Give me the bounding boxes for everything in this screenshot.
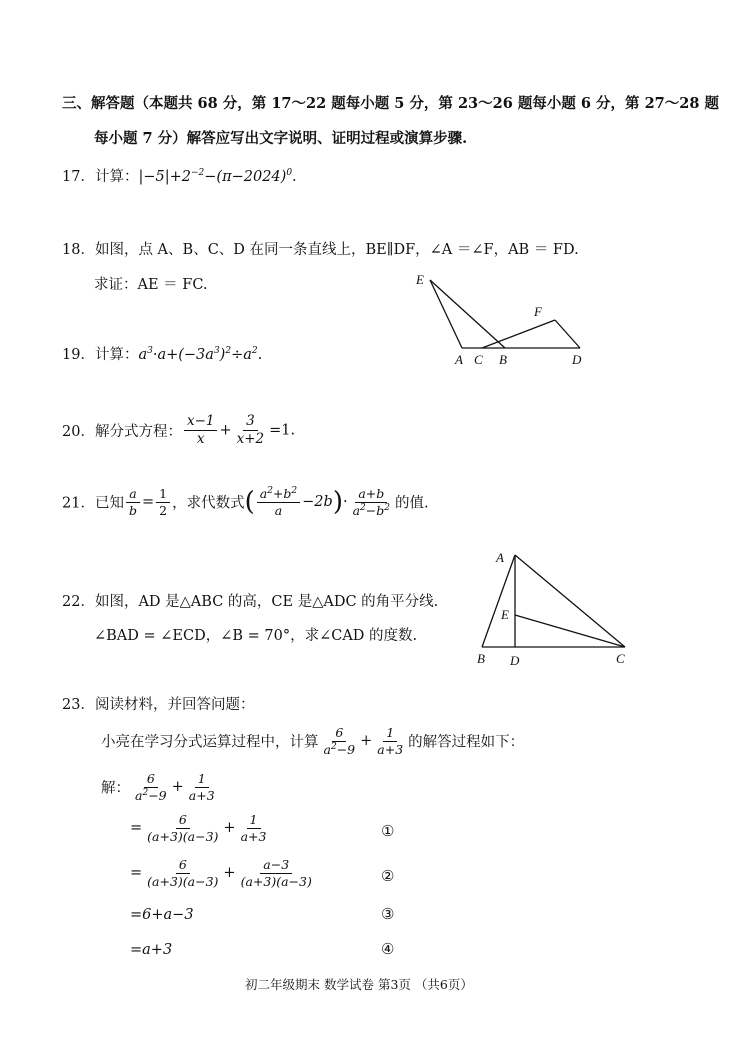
label-E: E [416, 272, 424, 287]
question-22-text1: 22．如图，AD 是△ABC 的高，CE 是△ADC 的角平分线. [62, 594, 439, 610]
label-D: D [510, 653, 520, 668]
label-B: B [499, 352, 507, 367]
question-22-text2: ∠BAD = ∠ECD，∠B = 70°，求∠CAD 的度数. [94, 628, 418, 644]
label-A: A [455, 352, 463, 367]
step-marker-2: ② [381, 867, 395, 885]
solution-step-1: = $\frac{6}{(a+3)(a-3)}$ + $\frac{1}{a+3}$ [130, 812, 267, 844]
question-23-intro: 小亮在学习分式运算过程中，计算 $\frac{6}{a^2-9}$ + $\frac{1}{a+3}$ 的解答过程如下： [101, 725, 525, 757]
question-23: 23．阅读材料，并回答问题： [62, 697, 255, 713]
question-text: 计算： [94, 169, 139, 185]
question-19: 19．计算：$a^3\cdot a+(-3a^3)^2\div a^2$. [62, 346, 263, 363]
question-20: 20．解分式方程： $\frac{x-1}{x}$ + $\frac{3}{x+2}$ =1. [62, 413, 296, 447]
solution-step-4: =a+3 [130, 942, 173, 958]
question-18-text: 18．如图，点 A、B、C、D 在同一条直线上，BE∥DF，∠A ＝∠F，AB ＝ FD. [62, 242, 579, 258]
section-header-line1: 三、解答题（本题共 68 分，第 17～22 题每小题 5 分，第 23～26 题每小题 6 分，第 27～28 题 [62, 95, 720, 112]
solution-step-2: = $\frac{6}{(a+3)(a-3)}$ + $\frac{a-3}{(a+3)(a-3)}$ [130, 857, 312, 889]
question-18-prove: 求证：AE ＝ FC. [94, 277, 208, 293]
label-A: A [496, 550, 504, 565]
figure-22 [470, 545, 635, 670]
step-marker-4: ④ [381, 940, 395, 958]
label-E: E [501, 607, 509, 622]
formula-17: $|-5|+2^{-2}-(\pi-2024)^0$ [138, 168, 293, 185]
label-B: B [477, 651, 485, 666]
label-C: C [474, 352, 483, 367]
solution-start: 解： $\frac{6}{a^2-9}$ + $\frac{1}{a+3}$ [101, 771, 215, 803]
section-header-line2: 每小题 7 分）解答应写出文字说明、证明过程或演算步骤. [94, 130, 468, 147]
figure-18 [410, 268, 590, 370]
question-21: 21．已知 $\frac{a}{b}$ = $\frac{1}{2}$ ，求代数式( $\frac{a^2+b^2}{a}$ −2b)· $\frac{a+b}{a^2-b^2}$ 的值. [62, 486, 429, 518]
label-F: F [534, 304, 542, 319]
step-marker-1: ① [381, 822, 395, 840]
label-C: C [616, 651, 625, 666]
question-17: 17．计算：$|-5|+2^{-2}-(\pi-2024)^0$. [62, 168, 297, 185]
label-D: D [572, 352, 582, 367]
page-footer: 初二年级期末 数学试卷 第3页 （共6页） [245, 977, 473, 992]
solution-step-3: =6+a−3 [130, 907, 194, 923]
step-marker-3: ③ [381, 905, 395, 923]
question-number: 17． [62, 169, 95, 185]
